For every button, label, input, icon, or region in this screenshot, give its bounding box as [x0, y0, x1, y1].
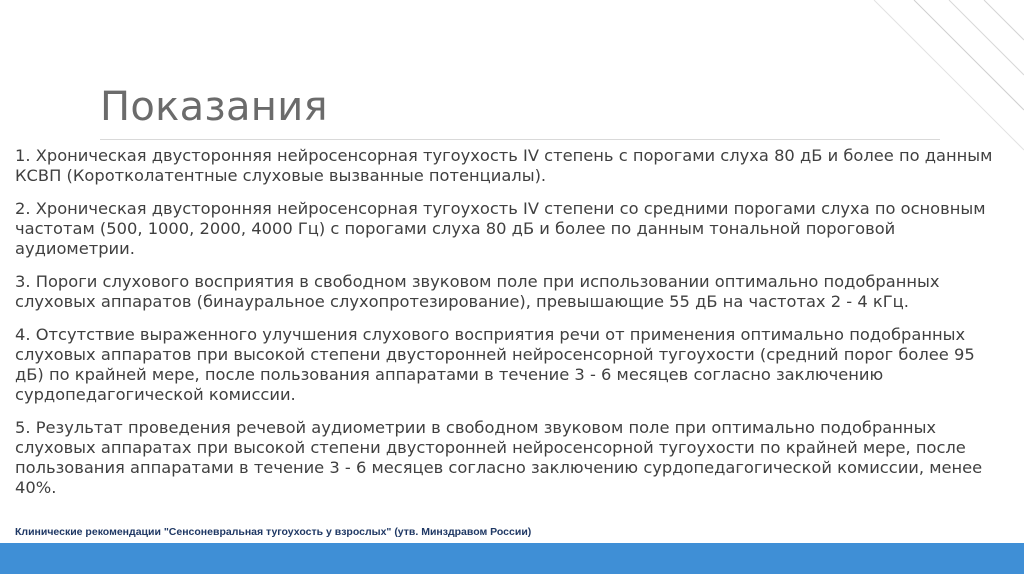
corner-decoration [854, 0, 1024, 170]
indication-item-5: 5. Результат проведения речевой аудиометрии в свободном звуковом поле при оптимально подобранных слуховых аппаратах при высокой степени двусторонней нейросенсорной тугоухости по крайней мере, после пользования аппаратами в течение 3 - 6 месяцев согласно заключению сурдопедагогической комиссии, менее 40%. [15, 418, 983, 497]
indication-item-4: 4. Отсутствие выраженного улучшения слухового восприятия речи от применения оптимально подобранных слуховых аппаратов при высокой степени двусторонней нейросенсорной тугоухости (средний порог более 95 дБ) по крайней мере, после пользования аппаратами в течение 3 - 6 месяцев согласно заключению сурдопедагогической комиссии. [15, 325, 975, 404]
indication-item-2: 2. Хроническая двусторонняя нейросенсорная тугоухость IV степени со средними порогами слуха по основным частотам (500, 1000, 2000, 4000 Гц) с порогами слуха 80 дБ и более по данным тональной пороговой аудиометрии. [15, 199, 986, 258]
indications-list [15, 146, 1000, 511]
slide-title: Показания [100, 84, 328, 130]
indication-item-3: 3. Пороги слухового восприятия в свободном звуковом поле при использовании оптимально подобранных слуховых аппаратов (бинауральное слухопротезирование), превышающие 55 дБ на частотах 2 - 4 кГц. [15, 272, 940, 311]
title-divider [100, 139, 940, 140]
footer-accent-band [0, 543, 1024, 574]
source-citation: Клинические рекомендации "Сенсоневральная тугоухость у взрослых" (утв. Минздравом России) [15, 526, 532, 538]
indication-item-1: 1. Хроническая двусторонняя нейросенсорная тугоухость IV степень с порогами слуха 80 дБ и более по данным КСВП (Коротколатентные слуховые вызванные потенциалы). [15, 146, 993, 185]
